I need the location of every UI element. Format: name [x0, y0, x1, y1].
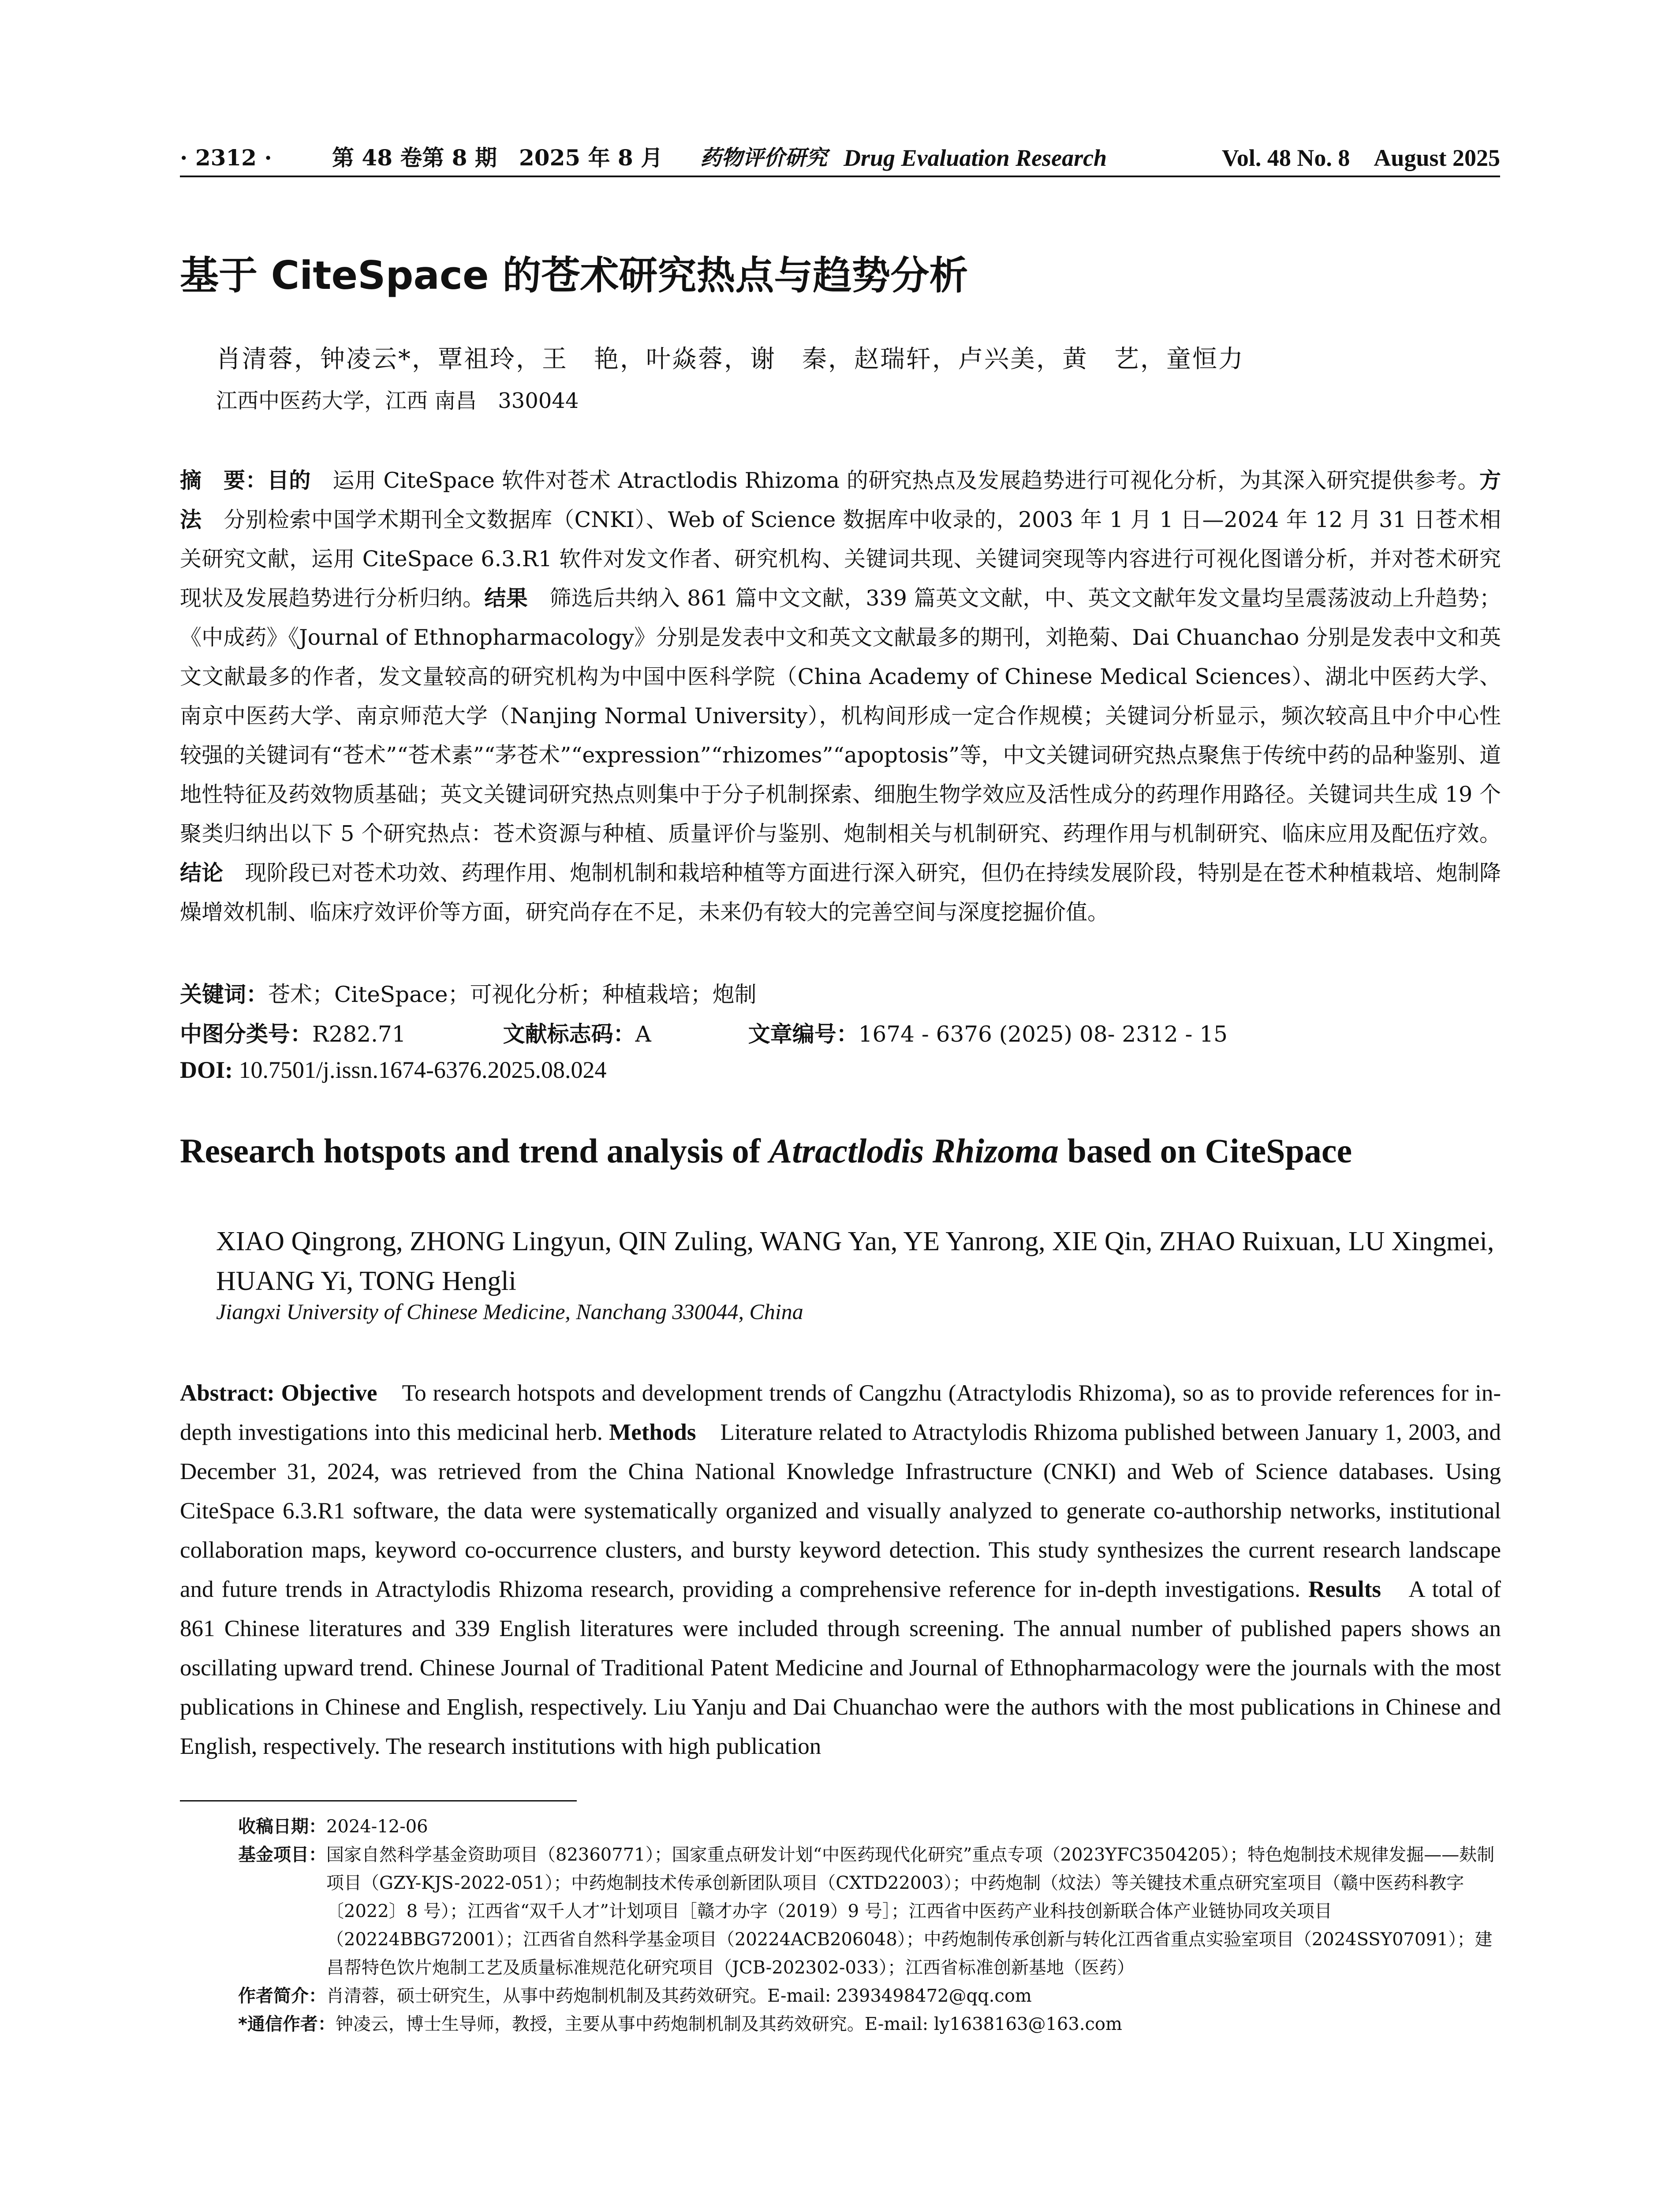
- abstract-en: [180, 1374, 1501, 1766]
- objective-text-en: To research hotspots and development trends of Cangzhu (Atractylodis Rhizoma), so as to provide references for in-depth investigations into this medicinal herb.: [180, 1380, 1501, 1445]
- classification-line: [180, 1017, 1228, 1048]
- journal-name-en: Drug Evaluation Research: [844, 145, 1107, 171]
- footnote-received: [238, 1813, 1501, 1841]
- footnote-fund: [238, 1841, 1501, 1982]
- keywords-cn: [180, 977, 757, 1009]
- title-en-part2: based on CiteSpace: [1058, 1132, 1352, 1170]
- clc-value: R282.71: [312, 1021, 406, 1047]
- doc-code-value: A: [635, 1021, 651, 1047]
- footnote-author: [238, 1982, 1501, 2010]
- authors-cn: 肖清蓉，钟凌云*，覃祖玲，王 艳，叶焱蓉，谢 秦，赵瑞轩，卢兴美，黄 艺，童恒力: [216, 345, 1244, 374]
- article-number-value: 1674 - 6376 (2025) 08- 2312 - 15: [858, 1021, 1228, 1047]
- methods-label-cn: 方法: [180, 468, 1501, 532]
- corresponding-label: *通信作者：: [238, 2014, 336, 2034]
- received-label: 收稿日期：: [238, 1816, 326, 1837]
- article-title-en: [180, 1131, 1501, 1171]
- authors-en: XIAO Qingrong, ZHONG Lingyun, QIN Zuling, WANG Yan, YE Yanrong, XIE Qin, ZHAO Ruixuan, LU Xingmei, HUANG Yi, TONG Hengli: [216, 1226, 1494, 1296]
- abstract-label-en: Abstract: Objective: [180, 1380, 377, 1406]
- fund-text: 国家自然科学基金资助项目（82360771）；国家重点研发计划“中医药现代化研究”重点专项（2023YFC3504205）；特色炮制技术规律发掘——麸制项目（GZY-KJS-2022-051）；中药炮制技术传承创新团队项目（CXTD22003）；中药炮制（炆法）等关键技术重点研究室项目（赣中医药科教字〔2022〕8 号）；江西省“双千人才”计划项目［赣才办字（2019）9 号］；江西省中医药产业科技创新联合体产业链协同攻关项目（20224BBG72001）；江西省自然科学基金项目（20224ACB206048）；中药炮制传承创新与转化江西省重点实验室项目（2024SSY07091）；建昌帮特色饮片炮制工艺及质量标准规范化研究项目（JCB-202302-033）；江西省标准创新基地（医药）: [326, 1845, 1495, 1978]
- footnotes: [238, 1813, 1501, 2038]
- doc-code-label: 文献标志码：: [503, 1021, 635, 1047]
- keywords-text-cn: 苍术；CiteSpace；可视化分析；种植栽培；炮制: [268, 982, 757, 1007]
- affiliation-cn: 江西中医药大学，江西 南昌 330044: [216, 389, 579, 413]
- article-title-cn: 基于 CiteSpace 的苍术研究热点与趋势分析: [180, 253, 968, 298]
- conclusion-label-cn: 结论: [180, 860, 224, 886]
- doi-line: [180, 1056, 607, 1084]
- journal-logo-cn: 药物评价研究: [700, 146, 828, 170]
- results-label-en: Results: [1308, 1577, 1381, 1602]
- author-intro-text: 肖清蓉，硕士研究生，从事中药炮制机制及其药效研究。E-mail: 2393498472@qq.com: [326, 1986, 1032, 2006]
- issue-info-cn: 第 48 卷第 8 期 2025 年 8 月: [332, 145, 663, 171]
- title-en-italic: Atractlodis Rhizoma: [769, 1132, 1059, 1170]
- results-label-cn: 结果: [484, 586, 528, 611]
- results-text-cn: 筛选后共纳入 861 篇中文文献，339 篇英文文献，中、英文文献年发文量均呈震荡波动上升趋势；《中成药》《Journal of Ethnopharmacology》分别是发表中文和英文文献最多的期刊，刘艳菊、Dai Chuanchao 分别是发表中文和英文文献最多的作者，发文量较高的研究机构为中国中医科学院（China Academy of Chinese Medical Sciences）、湖北中医药大学、南京中医药大学、南京师范大学（Nanjing Normal University），机构间形成一定合作规模；关键词分析显示，频次较高且中介中心性较强的关键词有“苍术”“苍术素”“茅苍术”“expression”“rhizomes”“apoptosis”等，中文关键词研究热点聚焦于传统中药的品种鉴别、道地性特征及药效物质基础；英文关键词研究热点则集中于分子机制探索、细胞生物学效应及活性成分的药理作用路径。关键词共生成 19 个聚类归纳出以下 5 个研究热点：苍术资源与种植、质量评价与鉴别、炮制相关与机制研究、药理作用与机制研究、临床应用及配伍疗效。: [180, 586, 1501, 846]
- article-number-label: 文章编号：: [748, 1021, 859, 1047]
- methods-label-en: Methods: [609, 1420, 696, 1445]
- affiliation-en: Jiangxi University of Chinese Medicine, Nanchang 330044, China: [216, 1299, 803, 1324]
- received-date: 2024-12-06: [326, 1816, 428, 1837]
- running-header: [180, 140, 1500, 177]
- footnote-rule: [180, 1800, 577, 1801]
- corresponding-text: 钟凌云，博士生导师，教授，主要从事中药炮制机制及其药效研究。E-mail: ly1638163@163.com: [335, 2014, 1122, 2034]
- doi-value: 10.7501/j.issn.1674-6376.2025.08.024: [233, 1057, 607, 1083]
- title-en-part1: Research hotspots and trend analysis of: [180, 1132, 769, 1170]
- conclusion-text-cn: 现阶段已对苍术功效、药理作用、炮制机制和栽培种植等方面进行深入研究，但仍在持续发展阶段，特别是在苍术种植栽培、炮制降燥增效机制、临床疗效评价等方面，研究尚存在不足，未来仍有较大的完善空间与深度挖掘价值。: [180, 860, 1501, 925]
- author-intro-label: 作者简介：: [238, 1986, 326, 2006]
- methods-text-cn: 分别检索中国学术期刊全文数据库（CNKI）、Web of Science 数据库中收录的，2003 年 1 月 1 日—2024 年 12 月 31 日苍术相关研究文献，运用 CiteSpace 6.3.R1 软件对发文作者、研究机构、关键词共现、关键词突现等内容进行可视化图谱分析，并对苍术研究现状及发展趋势进行分析归纳。: [180, 507, 1501, 611]
- abstract-cn: [180, 461, 1501, 932]
- page-number: · 2312 ·: [180, 145, 272, 171]
- keywords-label-cn: 关键词：: [180, 982, 268, 1007]
- abstract-label-cn: 摘 要：: [180, 468, 267, 493]
- issue-info-en: Vol. 48 No. 8 August 2025: [1221, 145, 1500, 171]
- fund-label: 基金项目：: [238, 1845, 326, 1865]
- footnote-corresponding: [238, 2010, 1501, 2038]
- objective-label-cn: 目的: [267, 468, 311, 493]
- clc-label: 中图分类号：: [180, 1021, 312, 1047]
- methods-text-en: Literature related to Atractylodis Rhizoma published between January 1, 2003, and December 31, 2024, was retrieved from the China National Knowledge Infrastructure (CNKI) and Web of Science databases. Using CiteSpace 6.3.R1 software, the data were systematically organized and visually analyzed to generate co-authorship networks, institutional collaboration maps, keyword co-occurrence clusters, and bursty keyword detection. This study synthesizes the current research landscape and future trends in Atractylodis Rhizoma research, providing a comprehensive reference for in-depth investigations.: [180, 1420, 1501, 1602]
- doi-label: DOI:: [180, 1057, 233, 1083]
- results-text-en: A total of 861 Chinese literatures and 339 English literatures were included through screening. The annual number of published papers shows an oscillating upward trend. Chinese Journal of Traditional Patent Medicine and Journal of Ethnopharmacology were the journals with the most publications in Chinese and English, respectively. Liu Yanju and Dai Chuanchao were the authors with the most publications in Chinese and English, respectively. The research institutions with high publication: [180, 1577, 1501, 1759]
- objective-text-cn: 运用 CiteSpace 软件对苍术 Atractlodis Rhizoma 的研究热点及发展趋势进行可视化分析，为其深入研究提供参考。: [310, 468, 1479, 493]
